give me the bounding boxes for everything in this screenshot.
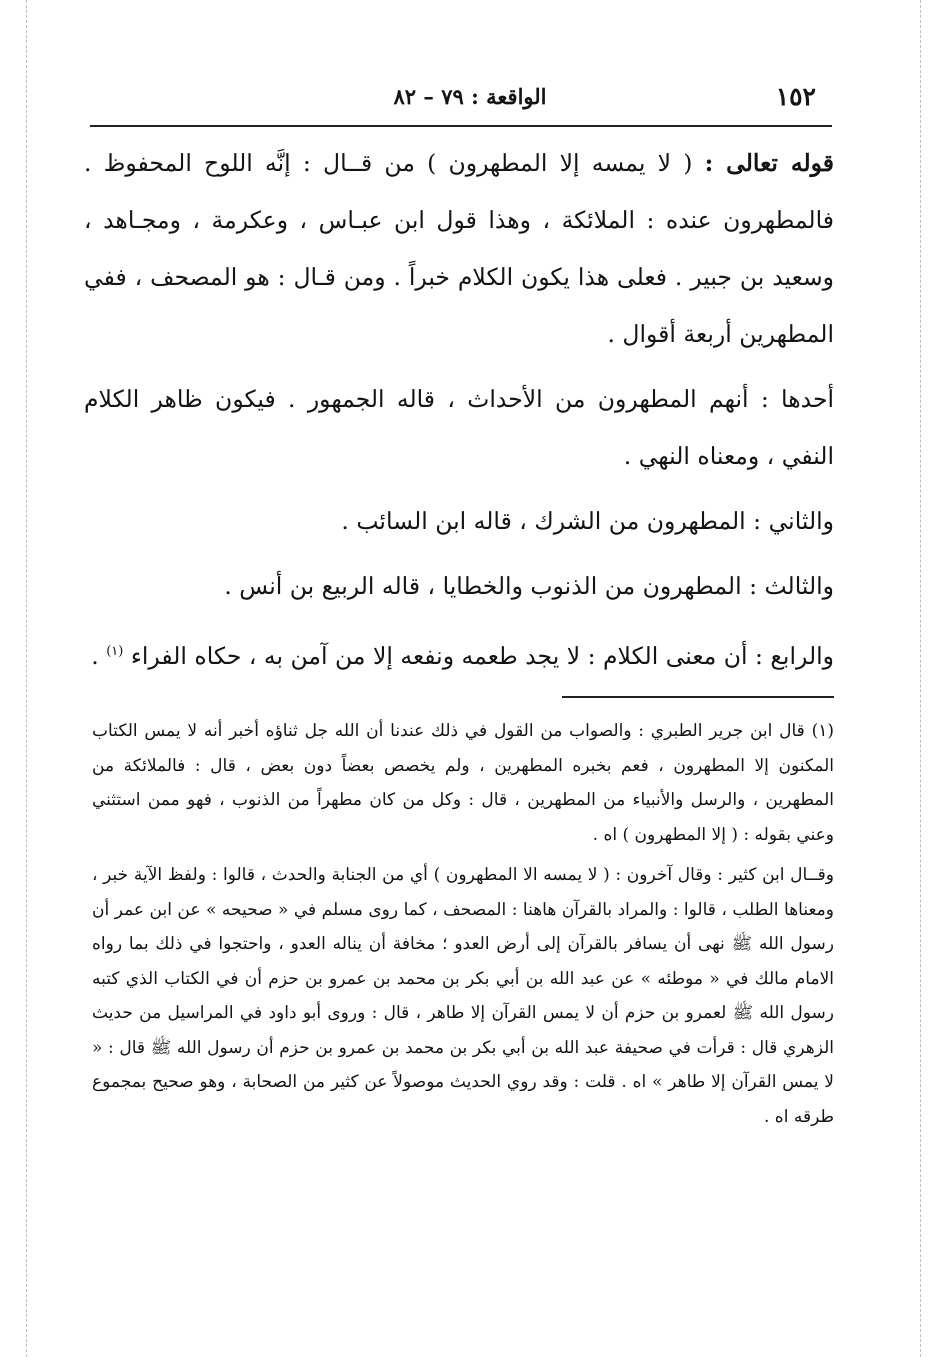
paragraph-4: والثالث : المطهرون من الذنوب والخطايا ، قاله الربيع بن أنس . xyxy=(224,572,834,600)
footnote-ref: (١) xyxy=(106,644,124,659)
paragraph-1-text: ( لا يمسه إلا المطهرون ) من قــال : إنَّه اللوح المحفوظ . فالمطهرون عنده : الملائكة ، وهذا قول ابن عبـاس ، وعكرمة ، ومجـاهد ، وسعيد بن جبير . فعلى هذا يكون الكلام خبراً . ومن قـال : هو المصحف ، ففي المطهرين أربعة أقوال . xyxy=(84,149,834,348)
paragraph-5 xyxy=(84,623,834,685)
paragraph-2: أحدها : أنهم المطهرون من الأحداث ، قاله الجمهور . فيكون ظاهر الكلام النفي ، ومعناه النهي . xyxy=(84,385,834,470)
page-frame-right xyxy=(920,0,921,1357)
paragraph-5-end: . xyxy=(91,641,107,670)
footnote-rule xyxy=(562,696,834,698)
footnote-1: (١) قال ابن جرير الطبري : والصواب من القول في ذلك عندنا أن الله جل ثناؤه أخبر أنه لا يمس الكتاب المكنون إلا المطهرون ، فعم بخبره المطهرين ، ولم يخصص بعضاً دون بعض ، قال : فالملائكة من المطهرين ، والرسل والأنبياء من المطهرين ، قال : وكل من كان مطهراً من الذنوب ، فهو ممن استثني وعني بقوله : ( إلا المطهرون ) اه . xyxy=(92,721,834,845)
verse-lead: قوله تعالى : xyxy=(704,149,834,177)
page-number: ١٥٢ xyxy=(775,82,816,111)
main-text xyxy=(84,135,834,685)
paragraph-1 xyxy=(84,135,834,363)
header-rule xyxy=(90,125,832,127)
page-header xyxy=(90,78,832,116)
running-title: الواقعة : ٧٩ – ٨٢ xyxy=(393,84,547,109)
footnote-1-continued: وقــال ابن كثير : وقال آخرون : ( لا يمسه الا المطهرون ) أي من الجنابة والحدث ، قالوا : ولفظ الآية خبر ، ومعناها الطلب ، قالوا : والمراد بالقرآن هاهنا : المصحف ، كما روى مسلم في « صحيحه » عن ابن عمر أن رسول الله ﷺ نهى أن يسافر بالقرآن إلى أرض العدو ؛ مخافة أن يناله العدو ، واحتجوا في ذلك بما رواه الامام مالك في « موطئه » عن عبد الله بن أبي بكر بن محمد بن عمرو بن حزم أن في الكتاب الذي كتبه رسول الله ﷺ لعمرو بن حزم أن لا يمس القرآن إلا طاهر ، قال : وروى أبو داود في المراسيل من حديث الزهري قال : قرأت في صحيفة عبد الله بن أبي بكر بن محمد بن عمرو بن حزم أن رسول الله ﷺ قال : « لا يمس القرآن إلا طاهر » اه . قلت : وقد روي الحديث موصولاً عن كثير من الصحابة ، وهو صحيح بمجموع طرقه اه . xyxy=(92,865,834,1127)
page-frame-left xyxy=(26,0,27,1357)
paragraph-3: والثاني : المطهرون من الشرك ، قاله ابن السائب . xyxy=(341,507,834,535)
footnotes xyxy=(92,714,834,1134)
paragraph-5-text: والرابع : أن معنى الكلام : لا يجد طعمه ونفعه إلا من آمن به ، حكاه الفراء xyxy=(130,641,834,670)
